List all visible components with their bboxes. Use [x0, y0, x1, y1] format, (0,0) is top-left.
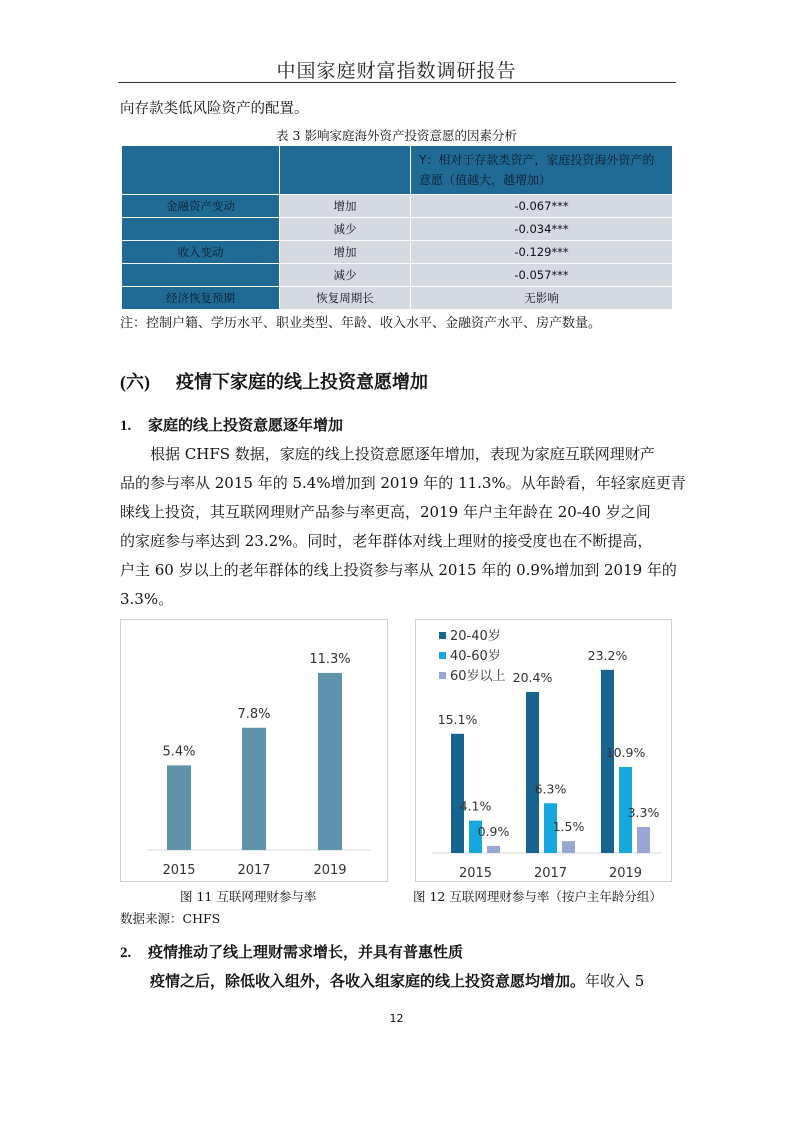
bar-2015 — [167, 765, 191, 850]
bar-2019-s0 — [601, 670, 614, 853]
subsection-number: 1. — [120, 418, 132, 434]
bar-2017-s2 — [562, 841, 575, 853]
paragraph-line: 户主 60 岁以上的老年群体的线上投资参与率从 2015 年的 0.9%增加到 2019 年的 — [120, 561, 677, 579]
subsection-title: 疫情推动了线上理财需求增长，并具有普惠性质 — [148, 943, 464, 961]
paragraph-normal-text: 年收入 5 — [585, 972, 645, 990]
paragraph-1 — [120, 440, 686, 614]
data-label: 20.4% — [512, 669, 553, 685]
table-cell-value: -0.129*** — [411, 241, 673, 264]
paragraph-bold-text: 疫情之后，除低收入组外，各收入组家庭的线上投资意愿均增加。 — [150, 972, 586, 990]
table-cell-value: -0.034*** — [411, 218, 673, 241]
paragraph-line: 品的参与率从 2015 年的 5.4%增加到 2019 年的 11.3%。从年龄看，年轻家庭更青 — [120, 474, 686, 492]
table-header-dependent-var: Y：相对于存款类资产，家庭投资海外资产的意愿（值越大，越增加） — [411, 146, 673, 195]
paragraph-line: 3.3%。 — [120, 590, 174, 608]
subsection-heading-2 — [120, 941, 463, 962]
tick-label: 2019 — [313, 863, 347, 878]
data-label: 23.2% — [587, 647, 628, 663]
legend-swatch — [439, 632, 446, 639]
data-label: 3.3% — [627, 804, 660, 820]
table-header-row — [122, 146, 673, 195]
tick-label: 2015 — [458, 866, 493, 881]
data-label: 15.1% — [437, 711, 478, 727]
table-row — [122, 195, 673, 218]
table-header-cell — [122, 146, 280, 195]
legend-label: 60岁以上 — [450, 669, 506, 684]
table-cell-level: 减少 — [280, 218, 411, 241]
bar-2017 — [242, 728, 266, 850]
table-header-cell — [280, 146, 411, 195]
table-cell-level: 增加 — [280, 241, 411, 264]
data-label: 6.3% — [534, 781, 567, 797]
table-cell-value: 无影响 — [411, 287, 673, 310]
tick-label: 2019 — [608, 866, 643, 881]
legend-swatch — [439, 652, 446, 659]
table-caption: 表 3 影响家庭海外资产投资意愿的因素分析 — [276, 128, 517, 143]
subsection-title: 家庭的线上投资意愿逐年增加 — [148, 416, 344, 434]
tick-label: 2017 — [533, 866, 568, 881]
data-label: 1.5% — [552, 819, 585, 835]
chart1-svg — [121, 620, 387, 881]
chart2-svg — [416, 620, 671, 881]
header-rule — [118, 82, 676, 83]
chart-internet-finance-rate — [120, 619, 388, 882]
data-label: 0.9% — [477, 823, 510, 839]
table-cell-level: 减少 — [280, 264, 411, 287]
subsection-number: 2. — [120, 945, 132, 961]
data-source: 数据来源：CHFS — [120, 911, 221, 926]
bar-2015-s0 — [451, 734, 464, 853]
table-cell-factor: 经济恢复预期 — [122, 287, 280, 310]
paragraph-line — [120, 967, 676, 996]
table-cell-factor: 金融资产变动 — [122, 195, 280, 218]
table-cell-level: 恢复周期长 — [280, 287, 411, 310]
page-number: 12 — [389, 1012, 404, 1025]
table-row — [122, 218, 673, 241]
intro-line: 向存款类低风险资产的配置。 — [120, 101, 309, 117]
table-cell-factor — [122, 218, 280, 241]
legend-swatch — [439, 672, 446, 679]
table-cell-level: 增加 — [280, 195, 411, 218]
table-row — [122, 241, 673, 264]
data-label: 7.8% — [237, 706, 271, 722]
table-row — [122, 264, 673, 287]
table-cell-value: -0.067*** — [411, 195, 673, 218]
paragraph-2 — [120, 967, 676, 996]
table-cell-factor: 收入变动 — [122, 241, 280, 264]
subsection-heading-1 — [120, 414, 343, 435]
data-label: 5.4% — [162, 744, 196, 760]
data-label: 11.3% — [309, 651, 351, 667]
paragraph-line: 的家庭参与率达到 23.2%。同时，老年群体对线上理财的接受度也在不断提高， — [120, 532, 653, 550]
paragraph-line: 睐线上投资，其互联网理财产品参与率更高，2019 年户主年龄在 20-40 岁之间 — [120, 503, 651, 521]
running-header: 中国家庭财富指数调研报告 — [276, 60, 517, 82]
section-heading — [120, 368, 428, 394]
figure-11-caption: 图 11 互联网理财参与率 — [180, 889, 317, 904]
bar-2015-s2 — [487, 846, 500, 853]
table-row — [122, 287, 673, 310]
tick-label: 2015 — [162, 863, 196, 878]
bar-2019-s2 — [637, 827, 650, 853]
bar-2019 — [318, 673, 342, 850]
bar-2017-s0 — [526, 692, 539, 853]
tick-label: 2017 — [237, 863, 271, 878]
table-cell-value: -0.057*** — [411, 264, 673, 287]
table-cell-factor — [122, 264, 280, 287]
legend-label: 20-40岁 — [450, 629, 501, 644]
data-label: 4.1% — [459, 798, 492, 814]
factors-table — [121, 145, 673, 310]
data-label: 10.9% — [605, 744, 646, 760]
section-title: 疫情下家庭的线上投资意愿增加 — [176, 372, 428, 393]
paragraph-line: 根据 CHFS 数据，家庭的线上投资意愿逐年增加，表现为家庭互联网理财产 — [150, 445, 655, 463]
section-number: (六) — [120, 372, 150, 392]
figure-12-caption: 图 12 互联网理财参与率（按户主年龄分组） — [413, 889, 662, 904]
chart-internet-finance-by-age — [415, 619, 672, 882]
table-note: 注：控制户籍、学历水平、职业类型、年龄、收入水平、金融资产水平、房产数量。 — [120, 316, 602, 331]
legend-label: 40-60岁 — [450, 649, 501, 664]
